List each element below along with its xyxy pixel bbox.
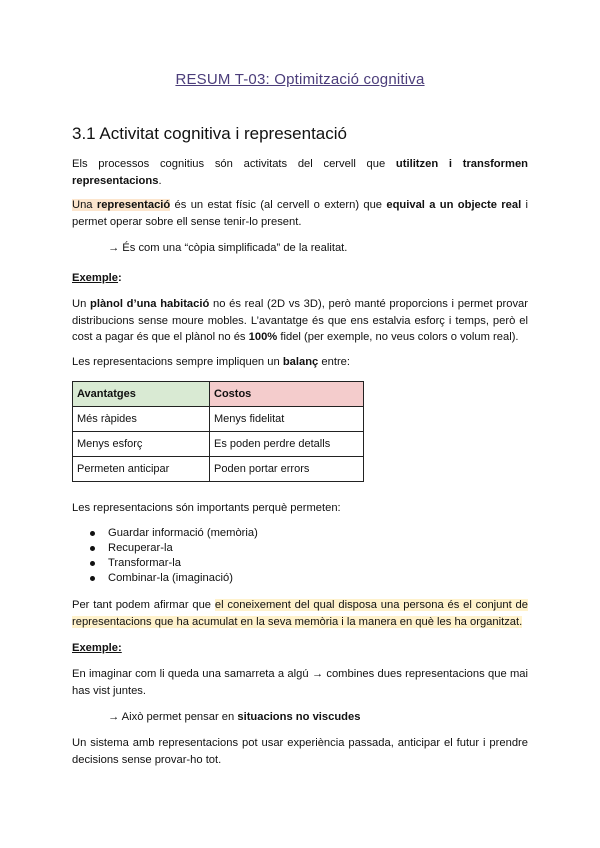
list-item [72,556,258,571]
table-cell: Es poden perdre detalls [210,432,364,457]
paragraph-cognitive-processes [72,156,528,189]
paragraph-knowledge [72,597,528,630]
p2-text-a: Una [72,199,97,211]
paragraph-system-summary: Un sistema amb representacions pot usar experiència passada, anticipar el futur i prendre decisions sense provar-ho tot. [72,737,528,766]
paragraph-floor-plan [72,296,528,346]
example-colon: : [118,272,122,284]
example-label-2: Exemple: [72,642,122,654]
p9-text-a: → Això permet pensar en [108,711,238,723]
p7-text-a: Per tant podem afirmar que [72,599,215,611]
table-header-row [73,382,364,407]
table-row [73,457,364,482]
paragraph-importance: Les representacions són importants perquè permeten: [72,502,341,514]
p4-bold-plan: plànol d’una habitació [90,298,210,310]
highlighted-phrase [72,199,170,211]
bullet-icon [90,546,95,551]
p2-bold-equival: equival a un objecte real [386,199,522,211]
list-item-text: Transformar-la [108,557,181,569]
paragraph-tshirt-example: En imaginar com li queda una samarreta a algú → combines dues representacions que mai has vist juntes. [72,668,528,697]
table-cell: Més ràpides [73,407,210,432]
functions-list [72,526,258,586]
p2-text-e: i permet operar sobre ell sense tenir-lo present. [72,199,528,228]
bullet-icon [90,576,95,581]
list-item [72,541,258,556]
p5-bold-balanc: balanç [282,356,319,368]
table-cell: Permeten anticipar [73,457,210,482]
table-row [73,407,364,432]
table-cell: Poden portar errors [210,457,364,482]
p5-text-a: Les representacions sempre impliquen un [72,356,283,368]
list-item-text: Guardar informació (memòria) [108,527,258,539]
p2-bold-representacio: representació [96,199,171,211]
list-item-text: Combinar-la (imaginació) [108,572,233,584]
p9-bold: situacions no viscudes [237,711,361,723]
paragraph-representation-definition [72,197,528,230]
p2-text-c: és un estat físic (al cervell o extern) que [170,199,387,211]
header-advantages: Avantatges [73,382,210,407]
bullet-icon [90,531,95,536]
header-costs: Costos [210,382,364,407]
p4-text-a: Un [72,298,91,310]
paragraph-balance [72,354,528,371]
table-row [73,432,364,457]
p1-bold: utilitzen i transformen representacions [72,158,528,187]
p1-text-a: Els processos cognitius són activitats del cervell que [72,158,396,170]
section-heading: 3.1 Activitat cognitiva i representació [72,124,347,143]
document-title: RESUM T-03: Optimització cognitiva [175,71,425,88]
bullet-icon [90,561,95,566]
list-item [72,526,258,541]
example-heading-1 [72,270,528,287]
p5-text-c: entre: [318,356,350,368]
list-item [72,571,258,586]
list-item-text: Recuperar-la [108,542,173,554]
paragraph-unlived-situations [108,709,528,726]
p4-bold-percent: 100% [248,331,278,343]
advantages-costs-table [72,381,364,482]
table-cell: Menys fidelitat [210,407,364,432]
p7-highlighted: el coneixement del qual disposa una persona és el conjunt de representacions que ha acumulat en la seva memòria i la manera en què les ha organitzat. [72,599,528,628]
example-label: Exemple [72,272,119,284]
p4-text-e: fidel (per exemple, no veus colors o volum real). [277,331,519,343]
paragraph-copy-note: → És com una “còpia simplificada” de la realitat. [108,242,348,254]
example-heading-2 [72,640,528,657]
table-cell: Menys esforç [73,432,210,457]
p4-text-c: no és real (2D vs 3D), però manté proporcions i permet provar distribucions sense moure mobles. L’avantatge és que ens estalvia esforç i temps, però el cost a pagar és que el plànol no és [72,298,528,343]
p1-text-c: . [158,174,162,187]
